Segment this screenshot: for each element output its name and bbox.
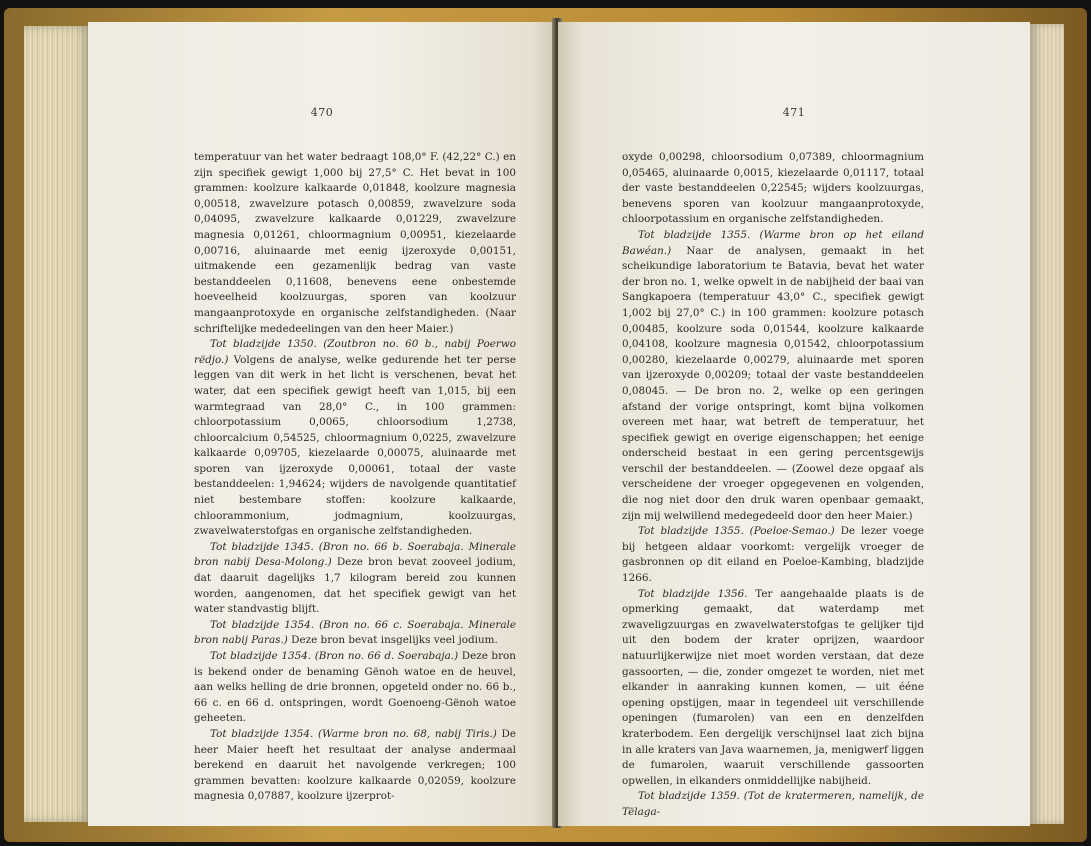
page-number-right: 471 <box>782 106 806 119</box>
paragraph: Tot bladzijde 1354. (Bron no. 66 d. Soerabaja.) Deze bron is bekend onder de benaming Gënoh watoe en de heuvel, aan welks helling de drie bronnen, opgeteld onder no. 66 b., 66 c. en 66 d. ontspringen, wordt Goenoeng-Gënoh watoe geheeten. <box>194 650 516 725</box>
paragraph: Tot bladzijde 1359. (Tot de kratermeren, namelijk, de Tëlaga- <box>622 790 924 818</box>
left-page-text <box>194 150 516 805</box>
page-number-left: 470 <box>310 106 334 119</box>
paragraph: Tot bladzijde 1356. Ter aangehaalde plaats is de opmerking gemaakt, dat waterdamp met zwaveligzuurgas en zwavelwaterstofgas te gelijker tijd uit den bodem der krater oprijzen, waardoor natuurlijkerwijze niet moet worden verstaan, dat deze gassoorten, — die, zonder omgezet te worden, niet met elkander in aanraking kunnen komen, — uit ééne opening opstijgen, maar in tegendeel uit verschillende openingen (fumarolen) van een en denzelfden kraterbodem. Een dergelijk verschijnsel laat zich bijna in alle kraters van Java waarnemen, ja, menigwerf liggen de fumarolen, waaruit verschillende gassoorten opwellen, in elkanders onmiddellijke nabijheid. <box>622 587 925 787</box>
paragraph: Tot bladzijde 1345. (Bron no. 66 b. Soerabaja. Minerale bron nabij Desa-Molong.) Deze bron bevat zooveel jodium, dat daaruit dagelijks 1,7 kilogram bereid zou kunnen worden, aangenomen, dat het specifiek gewigt van het water standvastig blijft. <box>194 540 517 616</box>
paragraph: Tot bladzijde 1354. (Warme bron no. 68, nabij Tiris.) De heer Maier heeft het resultaat der analyse andermaal berekend en daaruit het navolgende verkregen; 100 grammen bevatten: koolzure kalkaarde 0,02059, koolzure magnesia 0,07887, koolzure ijzerprot- <box>194 727 516 803</box>
right-page <box>558 22 1030 826</box>
paragraph: oxyde 0,00298, chloorsodium 0,07389, chloormagnium 0,05465, aluinaarde 0,0015, kiezelaarde 0,01117, totaal der vaste bestanddeelen 0,22545; wijders koolzuurgas, benevens sporen van koolzuur mangaanprotoxyde, chloorpotassium en organische zelfstandigheden. <box>622 151 924 226</box>
paragraph: Tot bladzijde 1354. (Bron no. 66 c. Soerabaja. Minerale bron nabij Paras.) Deze bron bevat insgelijks veel jodium. <box>194 618 516 647</box>
left-page <box>88 22 556 826</box>
page-edges-left <box>24 26 90 822</box>
paragraph: temperatuur van het water bedraagt 108,0° F. (42,22° C.) en zijn specifiek gewigt 1,000 bij 27,5° C. Het bevat in 100 grammen: koolzure kalkaarde 0,01848, koolzure magnesia 0,00518, zwavelzure potasch 0,00859, zwavelzure soda 0,04095, zwavelzure kalkaarde 0,01229, zwavelzure magnesia 0,01261, chloormagnium 0,00951, kiezelaarde 0,00716, aluinaarde met eenig ijzeroxyde 0,00151, uitmakende een gezamenlijk bedrag van vaste bestanddeelen 0,11608, benevens eene onbestemde hoeveelheid koolzuurgas, sporen van koolzuur mangaanprotoxyde en organische zelfstandigheden. (Naar schriftelijke mededeelingen van den heer Maier.) <box>194 151 516 335</box>
page-edges-right <box>1030 24 1064 824</box>
paragraph: Tot bladzijde 1355. (Warme bron op het eiland Bawéan.) Naar de analysen, gemaakt in het scheikundige laboratorium te Batavia, bevat het water der bron no. 1, welke opwelt in de nabijheid der baai van Sangkapoera (temperatuur 43,0° C., specifiek gewigt 1,002 bij 27,0° C.) in 100 grammen: koolzure potasch 0,00485, koolzure soda 0,01544, koolzure kalkaarde 0,04108, koolzure magnesia 0,01542, chloorpotassium 0,00280, kiezelaarde 0,00279, aluinaarde met sporen van ijzeroxyde 0,00209; totaal der vaste bestanddeelen 0,08045. — De bron no. 2, welke op een geringen afstand der vorige ontspringt, komt bijna volkomen overeen met haar, wat betreft de temperatuur, het specifiek gewigt en overige eigenschappen; het eenige onderscheid bestaat in een gering percentsgewijs verschil der bestanddeelen. — (Zoowel deze opgaaf als verscheidene der vroeger opgegevenen en volgenden, die nog niet door den druk waren openbaar gemaakt, zijn mij welwillend medegedeeld door den heer Maier.) <box>622 228 925 522</box>
paragraph: Tot bladzijde 1355. (Poeloe-Semao.) De lezer voege bij hetgeen aldaar voorkomt: vergelijk vroeger de gasbronnen op dit eiland en Poeloe-Kambing, bladzijde 1266. <box>622 525 925 585</box>
right-page-text <box>622 150 924 821</box>
paragraph: Tot bladzijde 1350. (Zoutbron no. 60 b., nabij Poerwo rëdjo.) Volgens de analyse, welke gedurende het ter perse leggen van dit werk in het licht is verschenen, bevat het water, dat een specifiek gewigt heeft van 1,015, bij een warmtegraad van 28,0° C., in 100 grammen: chloorpotassium 0,0065, chloorsodium 1,2738, chloorcalcium 0,54525, chloormagnium 0,0225, zwavelzure kalkaarde 0,09705, kiezelaarde 0,00075, aluinaarde met sporen van ijzeroxyde 0,00061, totaal der vaste bestanddeelen: 1,94624; wijders de navolgende quantitatief niet bestembare stoffen: koolzure kalkaarde, chloorammonium, jodmagnium, koolzuurgas, zwavelwaterstofgas en organische zelfstandigheden. <box>194 338 516 538</box>
